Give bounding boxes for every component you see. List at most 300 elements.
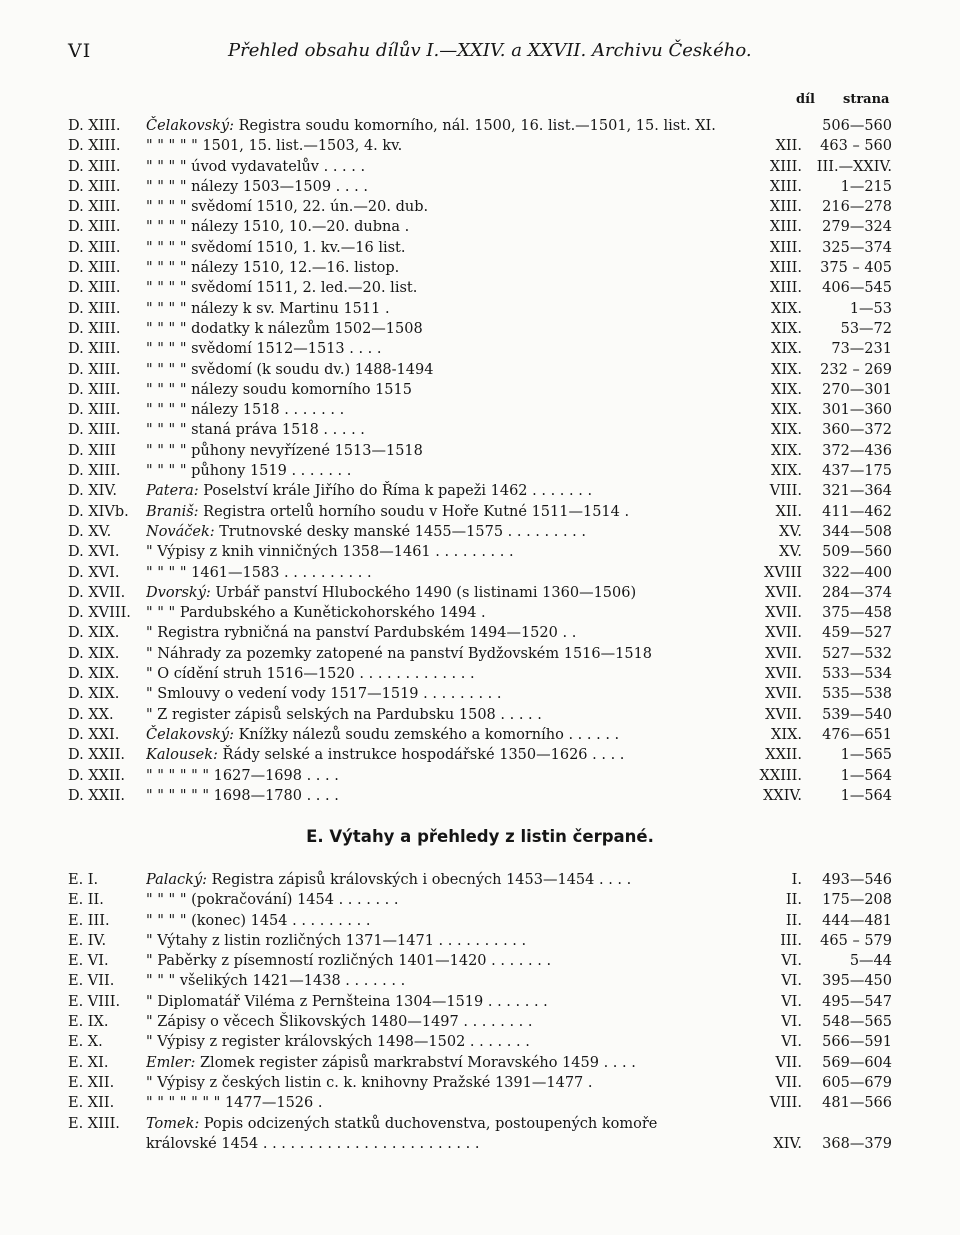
entry-label: E. XIII.	[68, 1115, 120, 1132]
entry-label: D. XIII.	[68, 199, 121, 216]
entry-volume: VIII.	[769, 483, 802, 500]
index-entry	[0, 522, 960, 542]
entry-author: Tomek:	[146, 1115, 200, 1132]
entry-title: " " " " (pokračování) 1454 . . . . . . .	[146, 892, 399, 909]
entry-volume: XIII.	[769, 158, 802, 175]
entry-label: D. XV.	[68, 523, 112, 540]
entry-text	[146, 157, 746, 177]
entry-text	[146, 603, 746, 623]
index-entry	[0, 971, 960, 991]
column-header-dil: díl	[796, 92, 815, 107]
entry-pages: 569—604	[822, 1054, 892, 1071]
entry-volume: VII.	[775, 1074, 802, 1091]
entry-pages: 539—540	[822, 706, 892, 723]
entry-title: Urbář panství Hlubockého 1490 (s listinami 1360—1506)	[215, 584, 637, 601]
entry-volume: XIII.	[769, 219, 802, 236]
entry-volume: XVII.	[765, 605, 802, 622]
entry-pages: 375 – 405	[820, 260, 892, 277]
entry-title: " " " " nálezy 1510, 12.—16. listop.	[146, 260, 400, 277]
entry-pages: 5—44	[849, 953, 892, 970]
entry-author: Čelakovský:	[146, 726, 234, 743]
entry-volume: XII.	[775, 138, 802, 155]
entry-label: D. XIV.	[68, 483, 117, 500]
index-entry	[0, 461, 960, 481]
entry-label: E. XI.	[68, 1054, 109, 1071]
entry-label: D. XIII.	[68, 280, 121, 297]
column-header-strana: strana	[843, 92, 890, 107]
index-entry	[0, 278, 960, 298]
entry-title: " " " " staná práva 1518 . . . . .	[146, 422, 365, 439]
index-entry	[0, 1012, 960, 1032]
index-entry	[0, 339, 960, 359]
index-entry	[0, 725, 960, 745]
entry-volume: XIX.	[771, 726, 802, 743]
entry-pages: 411—462	[822, 503, 892, 520]
entry-pages: 535—538	[822, 686, 892, 703]
index-entry	[0, 420, 960, 440]
entry-pages: 1—564	[840, 787, 892, 804]
entry-pages: 395—450	[822, 973, 892, 990]
entry-label: D. XIII.	[68, 341, 121, 358]
index-entry	[0, 664, 960, 684]
entry-text	[146, 1114, 746, 1134]
entry-label: D. XIII.	[68, 361, 121, 378]
entry-title: " " " všelikých 1421—1438 . . . . . . .	[146, 973, 406, 990]
entry-title: Řády selské a instrukce hospodářské 1350—1626 . . . .	[222, 747, 625, 764]
index-entry	[0, 684, 960, 704]
entry-pages: 465 – 579	[820, 932, 892, 949]
entry-pages: 605—679	[822, 1074, 892, 1091]
entry-label: D. XIX.	[68, 686, 120, 703]
entry-label: E. IV.	[68, 932, 107, 949]
index-entry	[0, 766, 960, 786]
entry-pages: 548—565	[822, 1014, 892, 1031]
entry-label: D. XIII.	[68, 381, 121, 398]
entry-volume: XIII.	[769, 178, 802, 195]
entry-title: " " " Pardubského a Kunětickohorského 1494 .	[146, 605, 486, 622]
index-entry	[0, 116, 960, 136]
entry-label: D. XIII.	[68, 260, 121, 277]
entry-volume: XIX.	[771, 320, 802, 337]
entry-volume: XIX.	[771, 422, 802, 439]
entry-volume: XVII.	[765, 584, 802, 601]
entry-label: E. VII.	[68, 973, 115, 990]
entry-title: " Registra rybničná na panství Pardubském 1494—1520 . .	[146, 625, 577, 642]
entry-pages: 493—546	[822, 872, 892, 888]
section-d-entries	[0, 116, 960, 806]
entry-pages: 1—53	[849, 300, 892, 317]
entry-pages: 527—532	[822, 645, 892, 662]
entry-title: Poselství krále Jiřího do Říma k papeži 1462 . . . . . . .	[203, 483, 593, 500]
entry-pages: 232 – 269	[820, 361, 892, 378]
entry-title: " Náhrady za pozemky zatopené na panství Bydžovském 1516—1518	[146, 645, 653, 662]
entry-pages: 73—231	[831, 341, 892, 358]
entry-volume: XIII.	[769, 199, 802, 216]
entry-title: " " " " svědomí 1510, 22. ún.—20. dub.	[146, 199, 429, 216]
entry-label: D. XIII.	[68, 320, 121, 337]
entry-label: E. X.	[68, 1034, 103, 1051]
entry-text	[146, 664, 746, 684]
entry-pages: 344—508	[822, 523, 892, 540]
entry-volume: XIII.	[769, 239, 802, 256]
index-entry	[0, 360, 960, 380]
entry-title: " Diplomatář Viléma z Pernšteina 1304—1519 . . . . . . .	[146, 993, 548, 1010]
section-e-entries	[0, 870, 960, 1154]
entry-label: D. XIII.	[68, 219, 121, 236]
entry-text	[146, 583, 746, 603]
entry-text	[146, 725, 746, 745]
entry-text	[146, 931, 746, 951]
entry-label: D. XIVb.	[68, 503, 129, 520]
entry-title: " Z register zápisů selských na Pardubsku 1508 . . . . .	[146, 706, 542, 723]
index-entry	[0, 542, 960, 562]
index-entry	[0, 623, 960, 643]
index-entry	[0, 1053, 960, 1073]
index-entry	[0, 380, 960, 400]
entry-pages: 476—651	[822, 726, 892, 743]
entry-title: " Paběrky z písemností rozličných 1401—1420 . . . . . . .	[146, 953, 552, 970]
entry-label: D. XIII.	[68, 300, 121, 317]
entry-text	[146, 217, 746, 237]
entry-volume: XIII.	[769, 260, 802, 277]
entry-volume: II.	[785, 912, 802, 929]
entry-volume: XVII.	[765, 666, 802, 683]
entry-volume: II.	[785, 892, 802, 909]
entry-title: Knížky nálezů soudu zemského a komorního . . . . . .	[238, 726, 620, 743]
entry-text	[146, 380, 746, 400]
entry-pages: 372—436	[822, 442, 892, 459]
entry-volume: XIII.	[769, 280, 802, 297]
entry-volume: VI.	[781, 1034, 802, 1051]
entry-pages: 566—591	[822, 1034, 892, 1051]
entry-pages: 459—527	[822, 625, 892, 642]
entry-pages: 279—324	[822, 219, 892, 236]
entry-title: " Výpisy z knih vinničných 1358—1461 . . . . . . . . .	[146, 544, 514, 561]
index-entry	[0, 1073, 960, 1093]
entry-text	[146, 197, 746, 217]
entry-volume: VI.	[781, 993, 802, 1010]
entry-pages: 175—208	[822, 892, 892, 909]
entry-text	[146, 911, 746, 931]
entry-label: D. XIII.	[68, 118, 121, 134]
entry-label: D. XXII.	[68, 747, 126, 764]
entry-label: E. XII.	[68, 1095, 115, 1112]
entry-pages: 533—534	[822, 666, 892, 683]
index-entry	[0, 583, 960, 603]
entry-pages: 53—72	[840, 320, 892, 337]
entry-title: " Výpisy z českých listin c. k. knihovny Pražské 1391—1477 .	[146, 1074, 593, 1091]
entry-volume: XIX.	[771, 361, 802, 378]
entry-title: " " " " svědomí 1510, 1. kv.—16 list.	[146, 239, 406, 256]
index-entry	[0, 217, 960, 237]
entry-title: " " " " (konec) 1454 . . . . . . . . .	[146, 912, 371, 929]
entry-label: D. XIII.	[68, 422, 121, 439]
entry-author: Dvorský:	[146, 584, 211, 601]
entry-pages: 360—372	[822, 422, 892, 439]
entry-label: D. XIX.	[68, 666, 120, 683]
entry-pages: 481—566	[822, 1095, 892, 1112]
index-entry	[0, 299, 960, 319]
entry-label: D. XIII.	[68, 402, 121, 419]
entry-label: D. XIII.	[68, 138, 121, 155]
entry-pages: 444—481	[822, 912, 892, 929]
index-entry	[0, 705, 960, 725]
entry-title: " Výpisy z register královských 1498—1502 . . . . . . .	[146, 1034, 530, 1051]
index-entry	[0, 1114, 960, 1134]
index-entry	[0, 1032, 960, 1052]
entry-text	[146, 360, 746, 380]
entry-volume: XVII.	[765, 625, 802, 642]
entry-volume: XIV.	[773, 1135, 802, 1152]
entry-title: Popis odcizených statků duchovenstva, postoupených komoře	[203, 1115, 658, 1132]
index-entry	[0, 931, 960, 951]
entry-volume: XVII.	[765, 706, 802, 723]
entry-pages: 321—364	[822, 483, 892, 500]
entry-label: D. XIII.	[68, 239, 121, 256]
entry-author: Emler:	[146, 1054, 196, 1071]
entry-pages: 322—400	[822, 564, 892, 581]
index-entry	[0, 603, 960, 623]
entry-title: " " " " úvod vydavatelův . . . . .	[146, 158, 366, 175]
entry-text	[146, 522, 746, 542]
index-entry	[0, 563, 960, 583]
entry-author: Braniš:	[146, 503, 199, 520]
entry-text	[146, 339, 746, 359]
entry-text	[146, 766, 746, 786]
entry-label: D. XXI.	[68, 726, 120, 743]
entry-text	[146, 481, 746, 501]
entry-pages: 1—215	[840, 178, 892, 195]
entry-text	[146, 1012, 746, 1032]
index-entry	[0, 197, 960, 217]
index-entry	[0, 992, 960, 1012]
index-entry	[0, 441, 960, 461]
entry-volume: VIII.	[769, 1095, 802, 1112]
entry-text	[146, 177, 746, 197]
entry-volume: VI.	[781, 1014, 802, 1031]
index-entry	[0, 951, 960, 971]
entry-volume: III.	[780, 932, 802, 949]
entry-pages: III.—XXIV.	[816, 158, 892, 175]
entry-label: D. XIII.	[68, 178, 121, 195]
entry-text	[146, 1073, 746, 1093]
entry-text	[146, 502, 746, 522]
entry-volume: XV.	[779, 544, 802, 561]
entry-pages: 463 – 560	[820, 138, 892, 155]
entry-title: " " " " 1461—1583 . . . . . . . . . .	[146, 564, 372, 581]
entry-title: " " " " " 1501, 15. list.—1503, 4. kv.	[146, 138, 403, 155]
entry-pages: 301—360	[822, 402, 892, 419]
entry-title: " Výtahy z listin rozličných 1371—1471 . . . . . . . . . .	[146, 932, 527, 949]
entry-volume: XV.	[779, 523, 802, 540]
entry-volume: I.	[791, 872, 802, 888]
entry-title: " " " " svědomí 1512—1513 . . . .	[146, 341, 382, 358]
entry-label: D. XVII.	[68, 584, 126, 601]
index-entry	[0, 502, 960, 522]
entry-title: Zlomek register zápisů markrabství Moravského 1459 . . . .	[199, 1054, 636, 1071]
entry-title: " " " " " " 1698—1780 . . . .	[146, 787, 339, 804]
entry-text	[146, 644, 746, 664]
entry-volume: XXII.	[765, 747, 802, 764]
entry-text	[146, 319, 746, 339]
entry-label: D. XIII	[68, 442, 116, 459]
entry-title: " Smlouvy o vedení vody 1517—1519 . . . . . . . . .	[146, 686, 502, 703]
entry-title: " " " " nálezy k sv. Martinu 1511 .	[146, 300, 390, 317]
entry-pages: 368—379	[822, 1135, 892, 1152]
entry-volume: XXIV.	[763, 787, 802, 804]
entry-label: E. I.	[68, 872, 99, 888]
entry-author: Palacký:	[146, 872, 208, 888]
index-entry	[0, 238, 960, 258]
entry-pages: 375—458	[822, 605, 892, 622]
entry-pages: 506—560	[822, 118, 892, 134]
entry-pages: 325—374	[822, 239, 892, 256]
index-entry	[0, 745, 960, 765]
entry-pages: 509—560	[822, 544, 892, 561]
entry-title: " " " " svědomí (k soudu dv.) 1488-1494	[146, 361, 434, 378]
entry-label: D. XIII.	[68, 158, 121, 175]
entry-pages: 216—278	[822, 199, 892, 216]
entry-text	[146, 870, 746, 890]
index-entry	[0, 136, 960, 156]
entry-pages: 495—547	[822, 993, 892, 1010]
entry-volume: VI.	[781, 973, 802, 990]
entry-title: královské 1454 . . . . . . . . . . . . . . . . . . . . . . . .	[146, 1135, 480, 1152]
entry-label: E. III.	[68, 912, 110, 929]
entry-title: " " " " " " " 1477—1526 .	[146, 1095, 323, 1112]
entry-volume: XVII.	[765, 686, 802, 703]
entry-title: " " " " nálezy soudu komorního 1515	[146, 381, 412, 398]
entry-text	[146, 971, 746, 991]
entry-label: D. XIII.	[68, 463, 121, 480]
entry-label: D. XVI.	[68, 544, 120, 561]
entry-title: " Zápisy o věcech Šlikovských 1480—1497 . . . . . . . .	[146, 1014, 533, 1031]
index-entry	[0, 177, 960, 197]
entry-text	[146, 258, 746, 278]
entry-text	[146, 992, 746, 1012]
entry-volume: XII.	[775, 503, 802, 520]
index-entry	[0, 400, 960, 420]
index-entry	[0, 258, 960, 278]
entry-text	[146, 136, 746, 156]
index-entry	[0, 890, 960, 910]
entry-label: D. XXII.	[68, 787, 126, 804]
entry-text	[146, 1032, 746, 1052]
entry-text	[146, 116, 746, 136]
entry-label: E. XII.	[68, 1074, 115, 1091]
entry-text	[146, 441, 746, 461]
entry-text	[146, 1053, 746, 1073]
entry-title: " " " " nálezy 1510, 10.—20. dubna .	[146, 219, 410, 236]
index-entry	[0, 870, 960, 890]
entry-label: E. VIII.	[68, 993, 121, 1010]
entry-label: D. XVIII.	[68, 605, 131, 622]
entry-title: " " " " nálezy 1518 . . . . . . .	[146, 402, 345, 419]
entry-label: E. IX.	[68, 1014, 109, 1031]
entry-volume: XVIII	[764, 564, 802, 581]
entry-text	[146, 563, 746, 583]
entry-title: Registra ortelů horního soudu v Hoře Kutné 1511—1514 .	[203, 503, 630, 520]
entry-label: E. II.	[68, 892, 104, 909]
entry-pages: 406—545	[822, 280, 892, 297]
entry-label: D. XVI.	[68, 564, 120, 581]
entry-text	[146, 623, 746, 643]
section-e-heading: E. Výtahy a přehledy z listin čerpané.	[306, 827, 654, 846]
entry-pages: 284—374	[822, 584, 892, 601]
entry-label: D. XIX.	[68, 645, 120, 662]
entry-text	[146, 420, 746, 440]
entry-text	[146, 542, 746, 562]
entry-title: " " " " dodatky k nálezům 1502—1508	[146, 320, 423, 337]
index-entry	[0, 481, 960, 501]
entry-title: Registra soudu komorního, nál. 1500, 16. list.—1501, 15. list. XI.	[238, 118, 716, 134]
entry-text	[146, 1093, 746, 1113]
entry-text	[146, 786, 746, 806]
index-entry	[0, 1134, 960, 1154]
entry-title: " O cídění struh 1516—1520 . . . . . . . . . . . . .	[146, 666, 475, 683]
entry-text	[146, 238, 746, 258]
entry-label: D. XIX.	[68, 625, 120, 642]
entry-text	[146, 278, 746, 298]
entry-title: " " " " svědomí 1511, 2. led.—20. list.	[146, 280, 418, 297]
entry-pages: 1—565	[840, 747, 892, 764]
entry-title: Registra zápisů královských i obecných 1453—1454 . . . .	[211, 872, 632, 888]
entry-title: " " " " půhony 1519 . . . . . . .	[146, 463, 352, 480]
index-entry	[0, 911, 960, 931]
entry-text	[146, 745, 746, 765]
entry-volume: XIX.	[771, 341, 802, 358]
entry-text	[146, 400, 746, 420]
entry-volume: XIX.	[771, 442, 802, 459]
entry-volume: XIX.	[771, 381, 802, 398]
index-entry	[0, 319, 960, 339]
entry-author: Kalousek:	[146, 747, 218, 764]
entry-text	[146, 461, 746, 481]
entry-label: E. VI.	[68, 953, 109, 970]
entry-volume: XXIII.	[759, 767, 802, 784]
entry-text	[146, 890, 746, 910]
entry-title: " " " " půhony nevyřízené 1513—1518	[146, 442, 423, 459]
entry-text	[146, 299, 746, 319]
page-header	[68, 40, 892, 70]
entry-pages: 270—301	[822, 381, 892, 398]
entry-author: Nováček:	[146, 523, 215, 540]
entry-label: D. XX.	[68, 706, 114, 723]
entry-volume: VI.	[781, 953, 802, 970]
index-entry	[0, 786, 960, 806]
page-number: VI	[68, 40, 92, 62]
entry-volume: XIX.	[771, 463, 802, 480]
entry-pages: 1—564	[840, 767, 892, 784]
entry-title: Trutnovské desky manské 1455—1575 . . . . . . . . .	[219, 523, 587, 540]
index-entry	[0, 1093, 960, 1113]
entry-volume: VII.	[775, 1054, 802, 1071]
running-title: Přehled obsahu dílův I.—XXIV. a XXVII. Archivu Českého.	[228, 40, 752, 61]
index-entry	[0, 157, 960, 177]
entry-text	[146, 1134, 746, 1154]
entry-volume: XIX.	[771, 300, 802, 317]
entry-author: Čelakovský:	[146, 118, 234, 134]
entry-author: Patera:	[146, 483, 199, 500]
entry-text	[146, 705, 746, 725]
entry-label: D. XXII.	[68, 767, 126, 784]
entry-title: " " " " nálezy 1503—1509 . . . .	[146, 178, 368, 195]
entry-title: " " " " " " 1627—1698 . . . .	[146, 767, 339, 784]
index-entry	[0, 644, 960, 664]
entry-volume: XVII.	[765, 645, 802, 662]
entry-volume: XIX.	[771, 402, 802, 419]
entry-pages: 437—175	[822, 463, 892, 480]
